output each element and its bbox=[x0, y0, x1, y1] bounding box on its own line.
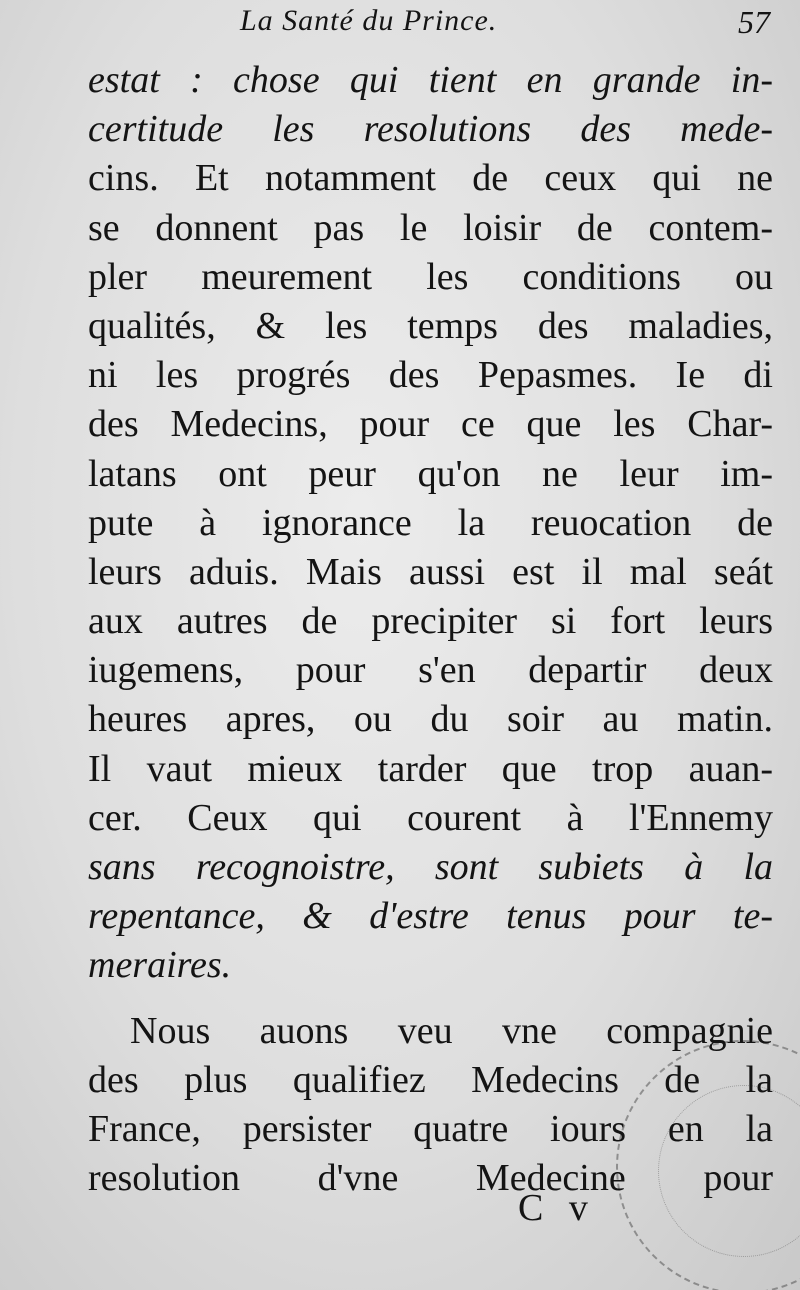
text-line: qualités, & les temps des maladies, bbox=[88, 304, 773, 347]
text-line: des Medecins, pour ce que les Char- bbox=[88, 403, 773, 446]
text-line: estat : chose qui tient en grande in- bbox=[88, 59, 773, 101]
text-line: pute à ignorance la reuocation de bbox=[88, 501, 773, 544]
text-line: cer. Ceux qui courent à l'Ennemy bbox=[88, 796, 773, 839]
text-line: se donnent pas le loisir de contem- bbox=[88, 206, 773, 249]
text-line: aux autres de precipiter si fort leurs bbox=[88, 600, 773, 643]
text-line: France, persister quatre iours en la bbox=[88, 1107, 773, 1150]
signature-mark: C v bbox=[518, 1187, 596, 1229]
text-line: sans recognoistre, sont subiets à la bbox=[88, 846, 773, 888]
text-line: meraires. bbox=[88, 944, 232, 987]
text-line: pler meurement les conditions ou bbox=[88, 255, 773, 298]
page-number: 57 bbox=[738, 4, 770, 40]
text-line: ni les progrés des Pepasmes. Ie di bbox=[88, 354, 773, 397]
text-line: Il vaut mieux tarder que trop auan- bbox=[88, 747, 773, 790]
text-line: leurs aduis. Mais aussi est il mal seát bbox=[88, 550, 773, 593]
text-line: des plus qualifiez Medecins de la bbox=[88, 1058, 773, 1101]
text-line: repentance, & d'estre tenus pour te- bbox=[88, 895, 773, 938]
body-text bbox=[88, 56, 773, 1203]
text-line: certitude les resolutions des mede- bbox=[88, 108, 773, 151]
text-line: cins. Et notamment de ceux qui ne bbox=[88, 157, 773, 200]
text-line: Nous auons veu vne compagnie bbox=[130, 1009, 773, 1052]
running-title: La Santé du Prince. bbox=[240, 4, 498, 37]
text-line: iugemens, pour s'en departir deux bbox=[88, 649, 773, 692]
text-line: heures apres, ou du soir au matin. bbox=[88, 698, 773, 741]
text-line: resolution d'vne Medecine pour bbox=[88, 1157, 773, 1200]
text-line: latans ont peur qu'on ne leur im- bbox=[88, 452, 773, 495]
paragraph-gap bbox=[88, 991, 773, 1007]
